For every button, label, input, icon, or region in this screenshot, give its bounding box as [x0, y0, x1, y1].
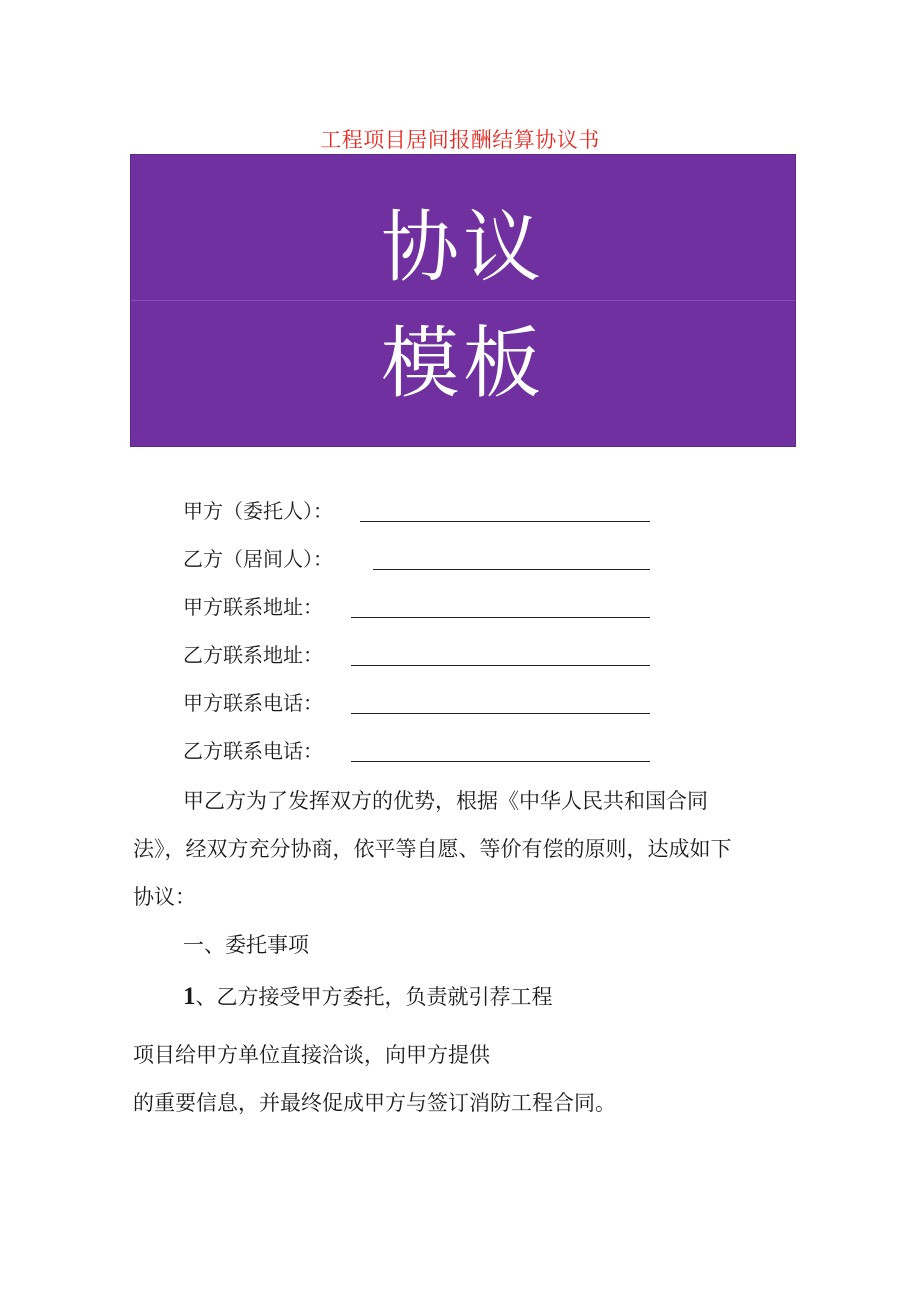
section-item-1	[183, 982, 553, 1012]
field-party-b-address-label: 乙方联系地址：	[183, 643, 323, 667]
field-party-b-phone-label: 乙方联系电话：	[183, 739, 323, 763]
document-title: 工程项目居间报酬结算协议书	[320, 128, 600, 152]
field-party-b-blank[interactable]	[373, 569, 650, 570]
cover-banner	[130, 154, 796, 447]
field-party-a-blank[interactable]	[360, 521, 650, 522]
field-party-a-phone-blank[interactable]	[351, 713, 650, 714]
intro-line-1: 甲乙方为了发挥双方的优势，根据《中华人民共和国合同	[183, 789, 708, 813]
section-heading: 一、委托事项	[183, 933, 309, 957]
field-party-b-phone-blank[interactable]	[351, 761, 650, 762]
intro-line-2: 法》，经双方充分协商，依平等自愿、等价有偿的原则，达成如下	[133, 837, 732, 861]
field-party-a-address-blank[interactable]	[351, 617, 650, 618]
item-number: 1	[183, 983, 196, 1010]
item-text: 、乙方接受甲方委托，负责就引荐工程	[195, 985, 553, 1009]
field-party-a-address-label: 甲方联系地址：	[183, 595, 323, 619]
banner-divider	[131, 300, 795, 301]
field-party-b-address-blank[interactable]	[351, 665, 650, 666]
field-party-a-phone-label: 甲方联系电话：	[183, 691, 323, 715]
field-party-a-label: 甲方（委托人）：	[183, 499, 333, 523]
section-item-line-3: 的重要信息，并最终促成甲方与签订消防工程合同。	[133, 1091, 616, 1115]
field-party-b-label: 乙方（居间人）：	[183, 547, 333, 571]
section-item-line-2: 项目给甲方单位直接洽谈，向甲方提供	[133, 1043, 490, 1067]
banner-line-1: 协议	[380, 203, 545, 293]
intro-line-3: 协议：	[133, 885, 196, 909]
banner-line-2: 模板	[380, 319, 545, 409]
